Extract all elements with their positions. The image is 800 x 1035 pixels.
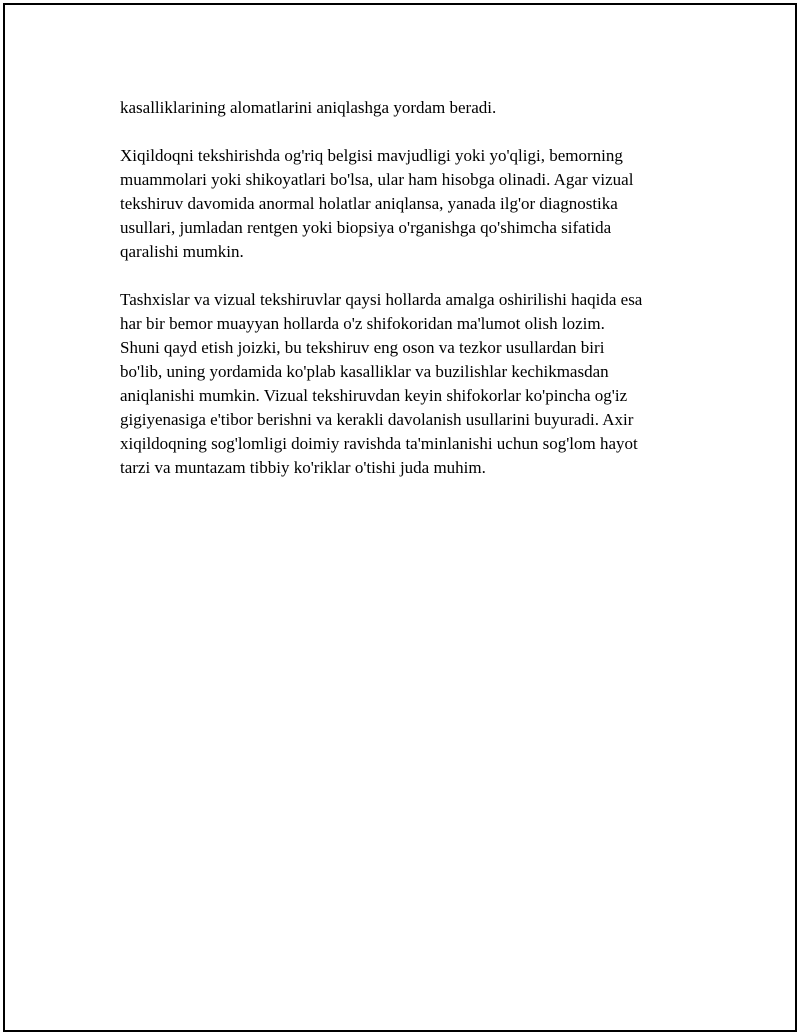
text-line: tarzi va muntazam tibbiy ko'riklar o'tishi juda muhim. [120, 458, 486, 477]
text-line: xiqildoqning sog'lomligi doimiy ravishda ta'minlanishi uchun sog'lom hayot [120, 434, 638, 453]
paragraph-1 [120, 96, 710, 120]
text-line: tekshiruv davomida anormal holatlar aniqlansa, yanada ilg'or diagnostika [120, 194, 618, 213]
text-line: aniqlanishi mumkin. Vizual tekshiruvdan keyin shifokorlar ko'pincha og'iz [120, 386, 628, 405]
text-line: usullari, jumladan rentgen yoki biopsiya o'rganishga qo'shimcha sifatida [120, 218, 612, 237]
paragraph-2 [120, 144, 710, 264]
document-body [120, 96, 710, 480]
paragraph-gap [120, 120, 710, 144]
text-line: gigiyenasiga e'tibor berishni va kerakli davolanish usullarini buyuradi. Axir [120, 410, 634, 429]
text-line: Shuni qayd etish joizki, bu tekshiruv eng oson va tezkor usullardan biri [120, 338, 605, 357]
text-line: muammolari yoki shikoyatlari bo'lsa, ular ham hisobga olinadi. Agar vizual [120, 170, 634, 189]
text-line: har bir bemor muayyan hollarda o'z shifokoridan ma'lumot olish lozim. [120, 314, 605, 333]
text-line: bo'lib, uning yordamida ko'plab kasalliklar va buzilishlar kechikmasdan [120, 362, 609, 381]
paragraph-3 [120, 288, 710, 480]
paragraph-gap [120, 264, 710, 288]
text-line: Xiqildoqni tekshirishda og'riq belgisi mavjudligi yoki yo'qligi, bemorning [120, 146, 623, 165]
text-line: kasalliklarining alomatlarini aniqlashga yordam beradi. [120, 98, 497, 117]
document-page [3, 3, 797, 1032]
text-line: Tashxislar va vizual tekshiruvlar qaysi hollarda amalga oshirilishi haqida esa [120, 290, 643, 309]
text-line: qaralishi mumkin. [120, 242, 244, 261]
